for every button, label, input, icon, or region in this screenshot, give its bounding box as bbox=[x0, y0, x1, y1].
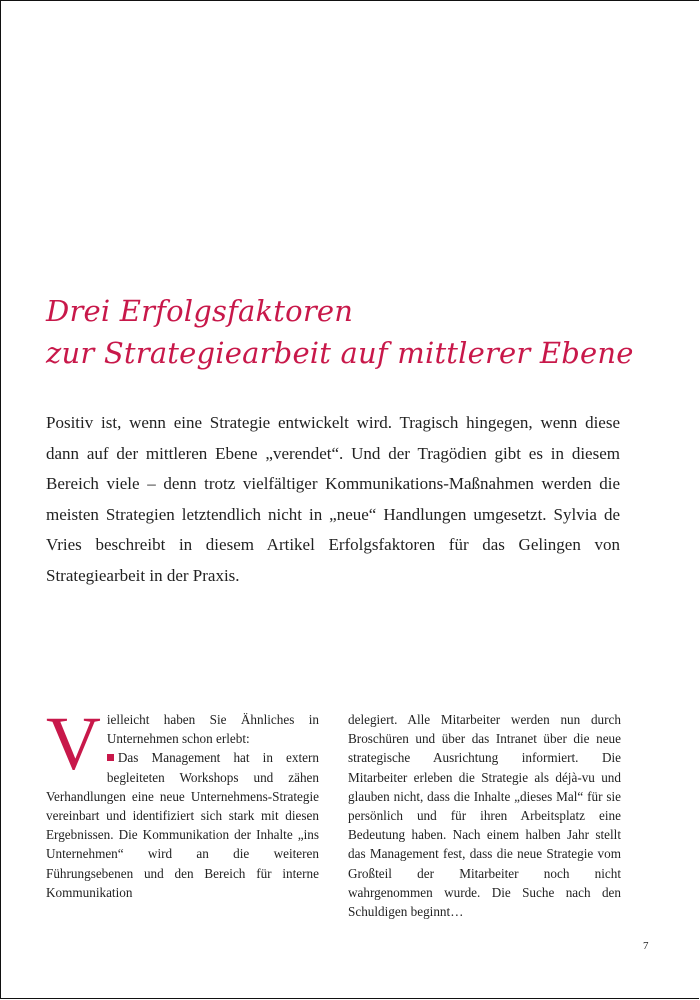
lead-paragraph: Positiv ist, wenn eine Strategie entwickelt wird. Tragisch hingegen, wenn diese dann auf der mittleren Ebene „verendet“. Und der Tragödien gibt es in diesem Bereich viele – denn trotz vielfältiger Kommunikations-Maßnahmen werden die meisten Strategien letztendlich nicht in „neue“ Handlungen umgesetzt. Sylvia de Vries beschreibt in diesem Artikel Erfolgsfaktoren für das Gelingen von Strategiearbeit in der Praxis. bbox=[46, 413, 620, 585]
title-line-2: zur Strategiearbeit auf mittlerer Ebene bbox=[46, 336, 634, 370]
bullet-text: Das Management hat in extern begleiteten Workshops und zähen Verhandlungen eine neue Unternehmens-Strategie vereinbart und identifiziert sich stark mit diesen Ergebnissen. Die Kommunikation der Inhalte „ins Unternehmen“ wird an die weiteren Führungsebenen und den Bereich für interne Kommunikation bbox=[46, 750, 319, 900]
body-column-right bbox=[348, 710, 621, 921]
article-title bbox=[46, 290, 666, 374]
intro-text: ielleicht haben Sie Ähnliches in Unternehmen schon erlebt: bbox=[106, 712, 319, 747]
square-bullet-icon bbox=[107, 754, 114, 761]
title-line-1: Drei Erfolgsfaktoren bbox=[46, 294, 354, 328]
right-column-text: delegiert. Alle Mitarbeiter werden nun durch Broschüren und über das Intranet über die neue strategische Ausrichtung informiert. Die Mitarbeiter erleben die Strategie als déjà-vu und glauben nicht, dass die Inhalte „dieses Mal“ für sie persönlich und für ihren Arbeitsplatz eine Bedeutung haben. Nach einem halben Jahr stellt das Management fest, dass die neue Strategie vom Großteil der Mitarbeiter noch nicht wahrgenommen wurde. Die Suche nach den Schuldigen beginnt… bbox=[348, 712, 621, 920]
body-column-left bbox=[46, 702, 319, 902]
drop-cap: V bbox=[46, 702, 101, 786]
page-number: 7 bbox=[643, 940, 649, 952]
